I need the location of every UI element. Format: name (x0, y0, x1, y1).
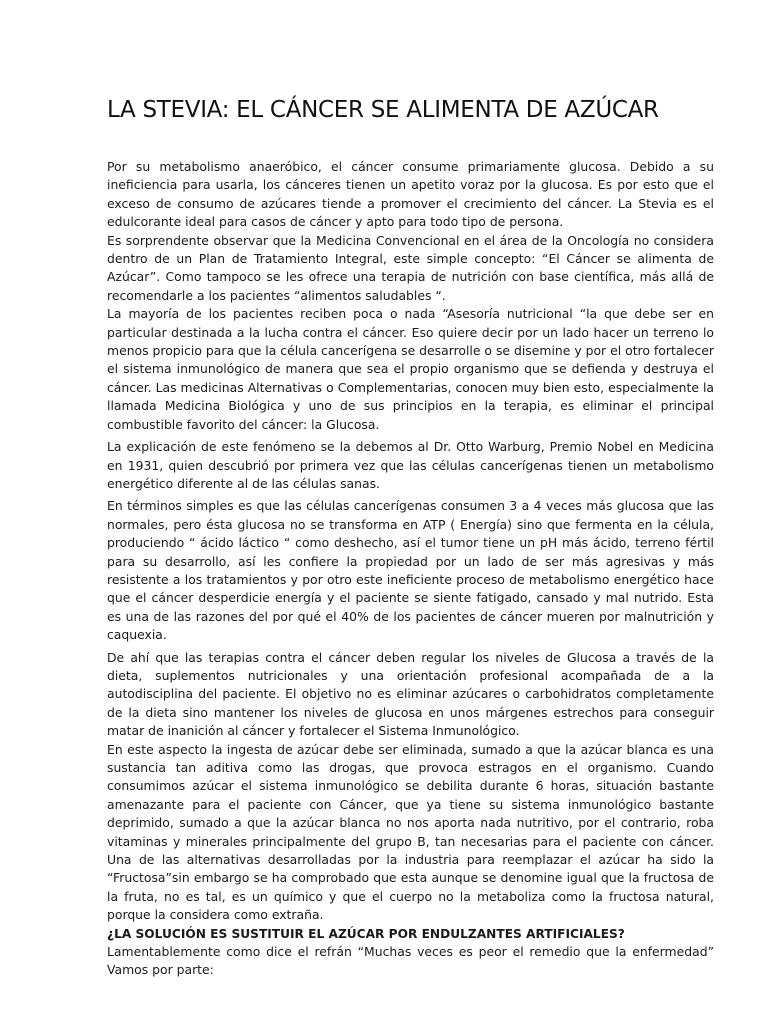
document-page (107, 92, 714, 984)
paragraph-warburg: La explicación de este fenómeno se la debemos al Dr. Otto Warburg, Premio Nobel en Medicina en 1931, quien descubrió por primera vez que las células cancerígenas tienen un metabolismo energético diferente al de las células sanas. (107, 439, 714, 491)
paragraph-therapies: De ahí que las terapias contra el cáncer deben regular los niveles de Glucosa a través de la dieta, suplementos nutricionales y una orientación profesional acompañada de a la autodisciplina del paciente. El objetivo no es eliminar azúcares o carbohidratos completamente de la dieta sino mantener los niveles de glucosa en unos márgenes estrechos para conseguir matar de inanición al cáncer y fortalecer el Sistema Inmunológico. (107, 649, 714, 739)
paragraph-nutritional-advice: La mayoría de los pacientes reciben poca o nada “Asesoría nutricional “la que debe ser en particular destinada a la lucha contra el cáncer. Eso quiere decir por un lado hacer un terreno lo menos propicio para que la célula cancerígena se desarrolle o se disemine y por el otro fortalecer el sistema inmunológico de manera que sea el propio organismo que se defienda y destruya el cáncer. Las medicinas Alternativas o Complementarias, conocen muy bien esto, especialmente la llamada Medicina Biológica y uno de sus principios en la terapia, es eliminar el principal combustible favorito del cáncer: la Glucosa. (107, 306, 714, 432)
document-title: LA STEVIA: EL CÁNCER SE ALIMENTA DE AZÚCAR (107, 97, 659, 123)
paragraph-sugar-intake: En este aspecto la ingesta de azúcar debe ser eliminada, sumado a que la azúcar blanca es una sustancia tan aditiva como las drogas, que provoca estragos en el organismo. Cuando consumimos azúcar el sistema inmunológico se debilita durante 6 horas, situación bastante amenazante para el paciente con Cáncer, que ya tiene su sistema inmunológico bastante deprimido, sumado a que la azúcar blanca no nos aporta nada nutritivo, por el contrario, roba vitaminas y minerales principalmente del grupo B, tan necesarias para el paciente con cáncer. Una de las alternativas desarrolladas por la industria para reemplazar el azúcar ha sido la “Fructosa”sin embargo se ha comprobado que esta aunque se denomine igual que la fructosa de la fruta, no es tal, es un químico y que el cuerpo no la metaboliza como la fructosa natural, porque la considera como extraña. (107, 741, 714, 923)
paragraph-glucose-consumption: En términos simples es que las células cancerígenas consumen 3 a 4 veces más glucosa que las normales, pero ésta glucosa no se transforma en ATP ( Energía) sino que fermenta en la célula, produciendo “ ácido láctico “ como deshecho, así el tumor tiene un pH más ácido, terreno fértil para su desarrollo, así les confiere la propiedad por un lado de ser más agresivas y más resistente a los tratamientos y por otro este ineficiente proceso de metabolismo energético hace que el cáncer desperdicie energía y el paciente se siente fatigado, cansado y mal nutrido. Esta es una de las razones del por qué el 40% de los pacientes de cáncer mueren por malnutrición y caquexia. (107, 498, 714, 643)
paragraph-metabolism: Por su metabolismo anaeróbico, el cáncer consume primariamente glucosa. Debido a su ineficiencia para usarla, los cánceres tienen un apetito voraz por la glucosa. Es por esto que el exceso de consumo de azúcares tiende a promover el crecimiento del cáncer. La Stevia es el edulcorante ideal para casos de cáncer y apto para todo tipo de persona. (107, 159, 714, 230)
paragraph-conventional-medicine: Es sorprendente observar que la Medicina Convencional en el área de la Oncología no considera dentro de un Plan de Tratamiento Integral, este simple concepto: “El Cáncer se alimenta de Azúcar”. Como tampoco se les ofrece una terapia de nutrición con base científica, más allá de recomendarle a los pacientes “alimentos saludables “. (107, 232, 714, 303)
question-heading: ¿LA SOLUCIÓN ES SUSTITUIR EL AZÚCAR POR ENDULZANTES ARTIFICIALES? (107, 926, 625, 941)
paragraph-closing: Lamentablemente como dice el refrán “Muchas veces es peor el remedio que la enfermedad” Vamos por parte: (107, 944, 714, 978)
